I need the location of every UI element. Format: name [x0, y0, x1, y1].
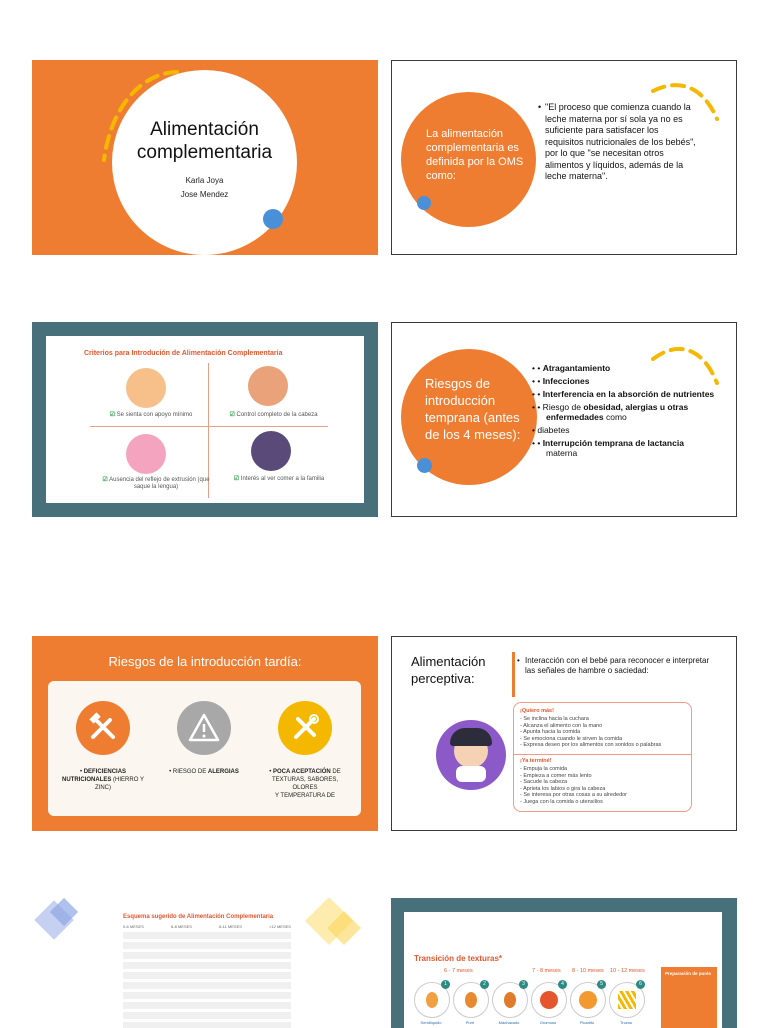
- texture-card: [404, 912, 722, 1028]
- list-item: • • Interferencia en la absorción de nutrientes: [532, 389, 715, 399]
- table-header: [123, 924, 291, 929]
- slide-oms-definition[interactable]: [391, 60, 737, 255]
- step-badge: 3: [519, 980, 528, 989]
- blue-dot: [263, 209, 283, 229]
- range-label: 6 - 7 meses: [444, 968, 473, 974]
- column-header: >12 MESES: [269, 924, 291, 929]
- food-label: Picadito: [579, 1020, 595, 1025]
- schedule-title: Esquema sugerido de Alimentación Complementaria: [123, 914, 274, 920]
- step-badge: 1: [441, 980, 450, 989]
- side-title: Preparación de purés: [665, 971, 712, 976]
- list-item: - Expresa deseo por los alimentos con sonidos o palabras: [520, 742, 662, 749]
- done-title: ¡Ya terminé!: [520, 758, 552, 764]
- quote-bullet: • "El proceso que comienza cuando la leche materna por sí sola ya no es suficiente para satisfacer los requisitos nutricionales de los bebés", por lo que "se necesitan otros alimentos y líquidos, además de la leche materna".: [538, 102, 696, 181]
- baby-eating-icon: [251, 431, 291, 471]
- circle-text: Riesgos de introducción temprana (antes de los 4 meses):: [425, 376, 521, 442]
- late-risks-card: [48, 681, 361, 816]
- table-row: [123, 962, 291, 969]
- food-label: Grumoso: [539, 1020, 557, 1025]
- more-title: ¡Quiero más!: [520, 708, 554, 714]
- criteria-item: ☑ Interés al ver comer a la familia: [233, 476, 325, 482]
- table-row: [123, 952, 291, 959]
- schedule-table: [123, 924, 291, 1028]
- range-label: 7 - 8 meses: [532, 968, 561, 974]
- late-risks-title: Riesgos de la introducción tardía:: [108, 654, 302, 669]
- list-item: • • Interrupción temprana de lactancia materna: [532, 438, 684, 458]
- blue-dot: [417, 458, 432, 473]
- food-label: Semilíquido: [420, 1020, 442, 1025]
- table-row: [123, 982, 291, 989]
- baby-tongue-icon: [126, 434, 166, 474]
- baby-sitting-icon: [126, 368, 166, 408]
- food-label: Trozos: [619, 1020, 633, 1025]
- criteria-item: ☑ Se sienta con apoyo mínimo: [109, 412, 193, 418]
- more-list: [520, 716, 661, 749]
- food-label: Puré: [465, 1020, 475, 1025]
- column-header: 6-8 MESES: [171, 924, 192, 929]
- perceptive-title: Alimentación perceptiva:: [411, 654, 486, 686]
- slide-criteria[interactable]: [32, 322, 378, 517]
- table-row: [123, 992, 291, 999]
- box-divider: [514, 754, 691, 755]
- slide-early-risks[interactable]: [391, 322, 737, 517]
- texture-title: Transición de texturas*: [414, 954, 503, 963]
- accent-bar: [512, 652, 515, 697]
- list-item: - Empieza a comer más lento: [520, 772, 592, 779]
- list-item: • • Infecciones: [532, 376, 590, 386]
- list-item: • • Riesgo de obesidad, alergias u otras enfermedades como: [532, 402, 689, 422]
- list-item: - Aprieta los labios o gira la cabeza: [520, 785, 606, 792]
- range-label: 8 - 10 meses: [572, 968, 604, 974]
- tools-icon: [76, 701, 130, 755]
- blue-dot: [417, 196, 431, 210]
- perceptive-bullet: • Interacción con el bebé para reconocer e interpretar las señales de hambre o saciedad:: [517, 656, 710, 675]
- step-badge: 2: [480, 980, 489, 989]
- divider-horizontal: [90, 426, 328, 427]
- author-1: Karla Joya: [185, 176, 224, 185]
- slide-late-risks[interactable]: [32, 636, 378, 831]
- late-risk-3: • POCA ACEPTACIÓN DE TEXTURAS, SABORES, OLORES Y TEMPERATURA DE: [269, 769, 341, 799]
- baby-head-control-icon: [248, 366, 288, 406]
- author-2: Jose Mendez: [180, 190, 229, 199]
- signals-box: [513, 702, 692, 812]
- column-header: 0-6 MESES: [123, 924, 144, 929]
- baby-eating-avatar: [436, 720, 506, 790]
- list-item: - Juega con la comida o utensilios: [520, 798, 603, 805]
- list-item: - Se interesa por otras cosas a su alrededor: [520, 792, 628, 799]
- criteria-card: [46, 336, 364, 503]
- list-item: • • Atragantamiento: [532, 363, 611, 373]
- early-risks-list: [532, 363, 717, 461]
- late-risk-2: • RIESGO DE ALERGIAS: [169, 769, 239, 775]
- table-row: [123, 932, 291, 939]
- range-label: 10 - 12 meses: [610, 968, 645, 974]
- table-row: [123, 942, 291, 949]
- step-badge: 4: [558, 980, 567, 989]
- list-item: - Alcanza el alimento con la mano: [520, 722, 603, 729]
- criteria-item: ☑ Ausencia del reflejo de extrusión (que saque la lengua): [102, 477, 210, 490]
- slide-feeding-schedule[interactable]: [32, 898, 378, 1028]
- slide-texture-transition[interactable]: [391, 898, 737, 1028]
- slide-perceptive-feeding[interactable]: [391, 636, 737, 831]
- table-row: [123, 1022, 291, 1028]
- list-item: - Apunta hacia la comida: [520, 729, 581, 736]
- list-item: - Empuja la comida: [520, 766, 568, 772]
- list-item: • diabetes: [532, 425, 570, 435]
- list-item: - Se inclina hacia la cuchara: [520, 716, 589, 722]
- done-list: [520, 766, 627, 806]
- step-badge: 6: [636, 980, 645, 989]
- criteria-item: ☑ Control completo de la cabeza: [229, 412, 318, 418]
- warning-icon: [177, 701, 231, 755]
- table-row: [123, 1012, 291, 1019]
- slide-title[interactable]: [32, 60, 378, 255]
- food-label: Machacado: [498, 1020, 520, 1025]
- table-row: [123, 1002, 291, 1009]
- late-risk-1: • DEFICIENCIAS NUTRICIONALES (HIERRO Y ZINC): [62, 769, 144, 791]
- step-badge: 5: [597, 980, 606, 989]
- list-item: - Sacude la cabeza: [520, 779, 568, 786]
- column-header: 8-11 MESES: [219, 924, 242, 929]
- table-row: [123, 972, 291, 979]
- circle-text: La alimentación complementaria es definida por la OMS como:: [426, 128, 524, 182]
- criteria-title: Criterios para Introdución de Alimentación Complementaria: [84, 350, 283, 357]
- list-item: - Se emociona cuando le sirven la comida: [520, 735, 623, 742]
- wrench-icon: [278, 701, 332, 755]
- puree-preparation-box: [661, 967, 717, 1028]
- slide-title-text: Alimentación complementaria: [136, 119, 273, 163]
